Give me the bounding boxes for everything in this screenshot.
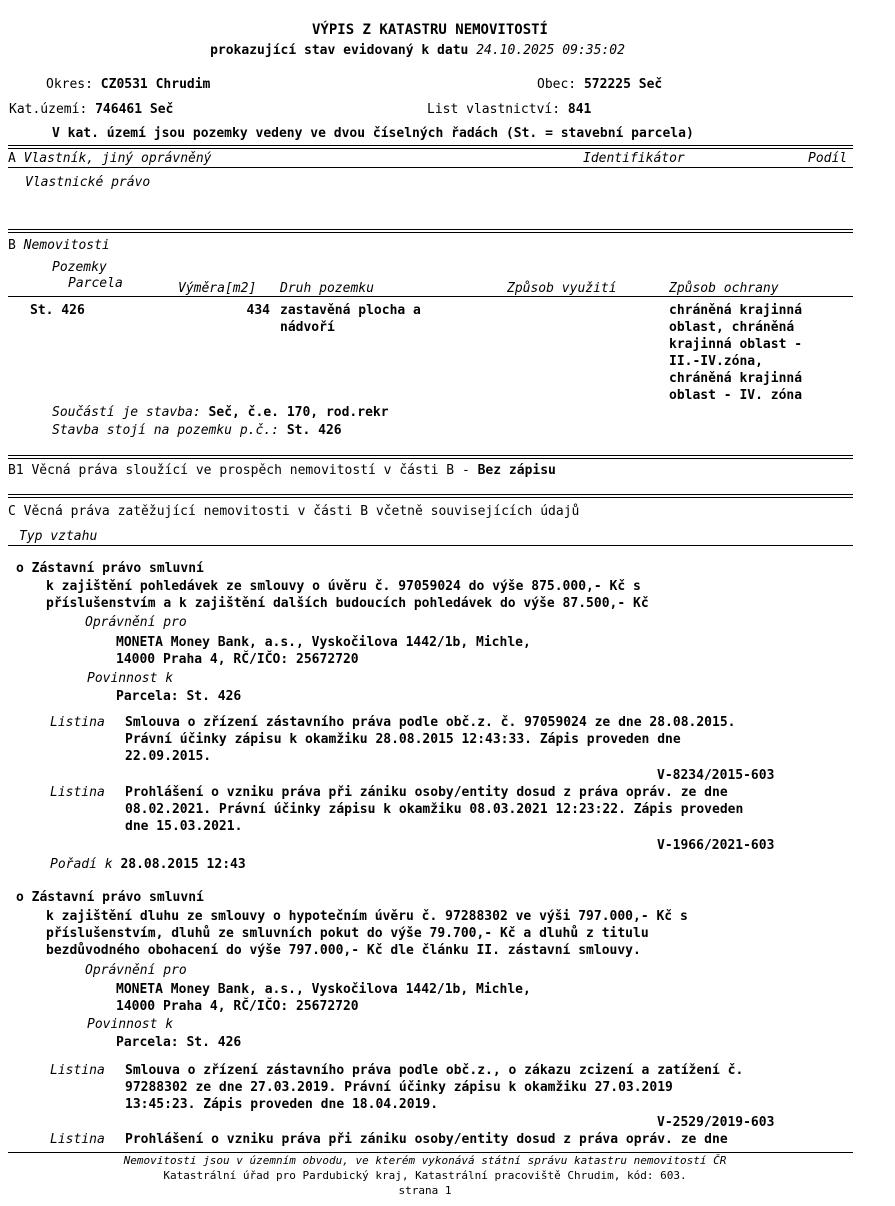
entry-title — [16, 889, 204, 906]
stavba-value: St. 426 — [286, 423, 342, 438]
okres-label: Okres: — [46, 77, 93, 92]
poradi-label: Pořadí k — [50, 857, 113, 872]
opravneni-line: MONETA Money Bank, a.s., Vyskočilova 1442/1b, Michle, — [116, 982, 531, 997]
section-a-heading — [8, 150, 212, 167]
divider — [8, 455, 853, 459]
listina-label: Listina — [50, 1132, 105, 1147]
section-b1-text: B1 Věcná práva sloužící ve prospěch nemovitostí v části B - — [8, 463, 470, 478]
col-identifier: Identifikátor — [583, 151, 685, 166]
divider — [8, 229, 853, 233]
col-druh: Druh pozemku — [280, 281, 374, 296]
listina-line: Prohlášení o vzniku práva při zániku osoby/entity dosud z práva opráv. ze dne — [125, 1132, 728, 1147]
parcel-type-line: nádvoří — [280, 320, 335, 335]
protection-line: II.-IV.zóna, — [669, 354, 763, 369]
protection-line: oblast, chráněná — [669, 320, 795, 335]
section-b1 — [8, 462, 556, 479]
list-value: 841 — [567, 102, 592, 117]
opravneni-label: Oprávnění pro — [85, 615, 187, 630]
list-label: List vlastnictví: — [427, 102, 561, 117]
stavba-row — [52, 422, 342, 439]
soucasti-value: Seč, č.e. 170, rod.rekr — [208, 405, 389, 420]
col-ochrana: Způsob ochrany — [669, 281, 779, 296]
listina-line: Právní účinky zápisu k okamžiku 28.08.2015 12:43:33. Zápis proveden dne — [125, 732, 681, 747]
opravneni-label: Oprávnění pro — [85, 963, 187, 978]
listina-line: dne 15.03.2021. — [125, 819, 243, 834]
opravneni-value — [116, 634, 531, 668]
obec-value: 572225 Seč — [583, 77, 663, 92]
section-b-title: Nemovitosti — [23, 238, 110, 253]
stavba-label: Stavba stojí na pozemku p.č.: — [52, 423, 279, 438]
parcel-type-line: zastavěná plocha a — [280, 303, 421, 318]
series-note: V kat. území jsou pozemky vedeny ve dvou číselných řadách (St. = stavební parcela) — [52, 126, 694, 141]
pozemky-label: Pozemky — [52, 260, 107, 275]
listina-label: Listina — [50, 785, 105, 800]
col-share: Podíl — [808, 151, 848, 166]
section-c-heading: C Věcná práva zatěžující nemovitosti v části B včetně souvisejících údajů — [8, 504, 580, 519]
listina-line: Prohlášení o vzniku práva při zániku osoby/entity dosud z práva opráv. ze dne — [125, 785, 728, 800]
povinnost-value: Parcela: St. 426 — [116, 1035, 242, 1050]
soucasti-row — [52, 404, 389, 421]
protection-line: oblast - IV. zóna — [669, 388, 803, 403]
divider — [8, 545, 853, 546]
protection-line: krajinná oblast - — [669, 337, 803, 352]
parcel-protection — [669, 302, 802, 404]
listina-label: Listina — [50, 715, 105, 730]
section-b1-value: Bez zápisu — [477, 463, 556, 478]
divider — [8, 494, 853, 498]
description-line: příslušenstvím a k zajištění dalších budoucích pohledávek do výše 87.500,- Kč — [46, 596, 649, 611]
protection-line: chráněná krajinná — [669, 371, 803, 386]
listina-reference: V-1966/2021-603 — [657, 838, 775, 853]
listina-line: 08.02.2021. Právní účinky zápisu k okamžiku 08.03.2021 12:23:22. Zápis proveden — [125, 802, 744, 817]
opravneni-line: 14000 Praha 4, RČ/IČO: 25672720 — [116, 652, 359, 667]
povinnost-label: Povinnost k — [87, 1017, 174, 1032]
katuzemi-value: 746461 Seč — [95, 102, 174, 117]
poradi-value: 28.08.2015 12:43 — [120, 857, 246, 872]
section-a-letter: A — [8, 151, 16, 166]
listina-reference: V-8234/2015-603 — [657, 768, 775, 783]
document-subtitle — [0, 42, 835, 59]
opravneni-value — [116, 981, 531, 1015]
poradi-row — [50, 856, 246, 873]
entry-title — [16, 560, 204, 577]
divider — [8, 296, 853, 297]
listina-text — [125, 1062, 743, 1113]
entry-description — [46, 578, 649, 612]
parcel-type — [280, 302, 421, 336]
katuzemi-label: Kat.území: — [9, 102, 88, 117]
entry-title-text: Zástavní právo smluvní — [31, 561, 204, 576]
soucasti-label: Součástí je stavba: — [52, 405, 201, 420]
description-line: k zajištění dluhu ze smlouvy o hypotečním úvěru č. 97288302 ve výši 797.000,- Kč s — [46, 909, 688, 924]
parcel-number: St. 426 — [30, 303, 85, 318]
col-parcela: Parcela — [68, 276, 123, 291]
listina-line: 97288302 ze dne 27.03.2019. Právní účinky zápisu k okamžiku 27.03.2019 — [125, 1080, 673, 1095]
list-row — [427, 101, 591, 118]
footer-line: Katastrální úřad pro Pardubický kraj, Katastrální pracoviště Chrudim, kód: 603. — [163, 1169, 687, 1182]
okres-value: CZ0531 Chrudim — [100, 77, 211, 92]
page-number: strana 1 — [398, 1184, 452, 1197]
divider — [8, 167, 853, 168]
listina-label: Listina — [50, 1063, 105, 1078]
description-line: příslušenstvím, dluhů ze smluvních pokut do výše 79.700,- Kč a dluhů z titulu — [46, 926, 649, 941]
section-a-title: Vlastník, jiný oprávněný — [23, 151, 212, 166]
col-vymera: Výměra[m2] — [178, 281, 257, 296]
obec-label: Obec: — [537, 77, 577, 92]
protection-line: chráněná krajinná — [669, 303, 803, 318]
divider — [8, 145, 853, 149]
okres-row — [46, 76, 210, 93]
col-vyuziti: Způsob využití — [507, 281, 617, 296]
listina-line: Smlouva o zřízení zástavního práva podle obč.z. č. 97059024 ze dne 28.08.2015. — [125, 715, 736, 730]
document-title: VÝPIS Z KATASTRU NEMOVITOSTÍ — [311, 22, 548, 38]
section-b-heading — [8, 237, 110, 254]
listina-line: 13:45:23. Zápis proveden dne 18.04.2019. — [125, 1097, 439, 1112]
section-a-subtitle: Vlastnické právo — [25, 175, 151, 190]
listina-text — [125, 784, 743, 835]
typ-vztahu-label: Typ vztahu — [19, 529, 98, 544]
listina-line: Smlouva o zřízení zástavního práva podle obč.z., o zákazu zcizení a zatížení č. — [125, 1063, 744, 1078]
obec-row — [537, 76, 662, 93]
povinnost-label: Povinnost k — [87, 671, 174, 686]
listina-reference: V-2529/2019-603 — [657, 1115, 775, 1130]
footer-line: Nemovitosti jsou v územním obvodu, ve kterém vykonává státní správu katastru nemovitostí ČR — [123, 1154, 727, 1167]
description-line: bezdůvodného obohacení do výše 797.000,- Kč dle článku II. zástavní smlouvy. — [46, 943, 641, 958]
entry-title-text: Zástavní právo smluvní — [31, 890, 204, 905]
listina-line: 22.09.2015. — [125, 749, 212, 764]
parcel-area: 434 — [246, 303, 270, 318]
section-b-letter: B — [8, 238, 16, 253]
bullet-icon: o — [16, 561, 24, 576]
entry-description — [46, 908, 688, 959]
description-line: k zajištění pohledávek ze smlouvy o úvěru č. 97059024 do výše 875.000,- Kč s — [46, 579, 641, 594]
opravneni-line: MONETA Money Bank, a.s., Vyskočilova 1442/1b, Michle, — [116, 635, 531, 650]
subtitle-prefix: prokazující stav evidovaný k datu — [210, 43, 469, 58]
povinnost-value: Parcela: St. 426 — [116, 689, 242, 704]
listina-text — [125, 714, 735, 765]
subtitle-date: 24.10.2025 09:35:02 — [476, 43, 625, 58]
bullet-icon: o — [16, 890, 24, 905]
katuzemi-row — [9, 101, 173, 118]
opravneni-line: 14000 Praha 4, RČ/IČO: 25672720 — [116, 999, 359, 1014]
